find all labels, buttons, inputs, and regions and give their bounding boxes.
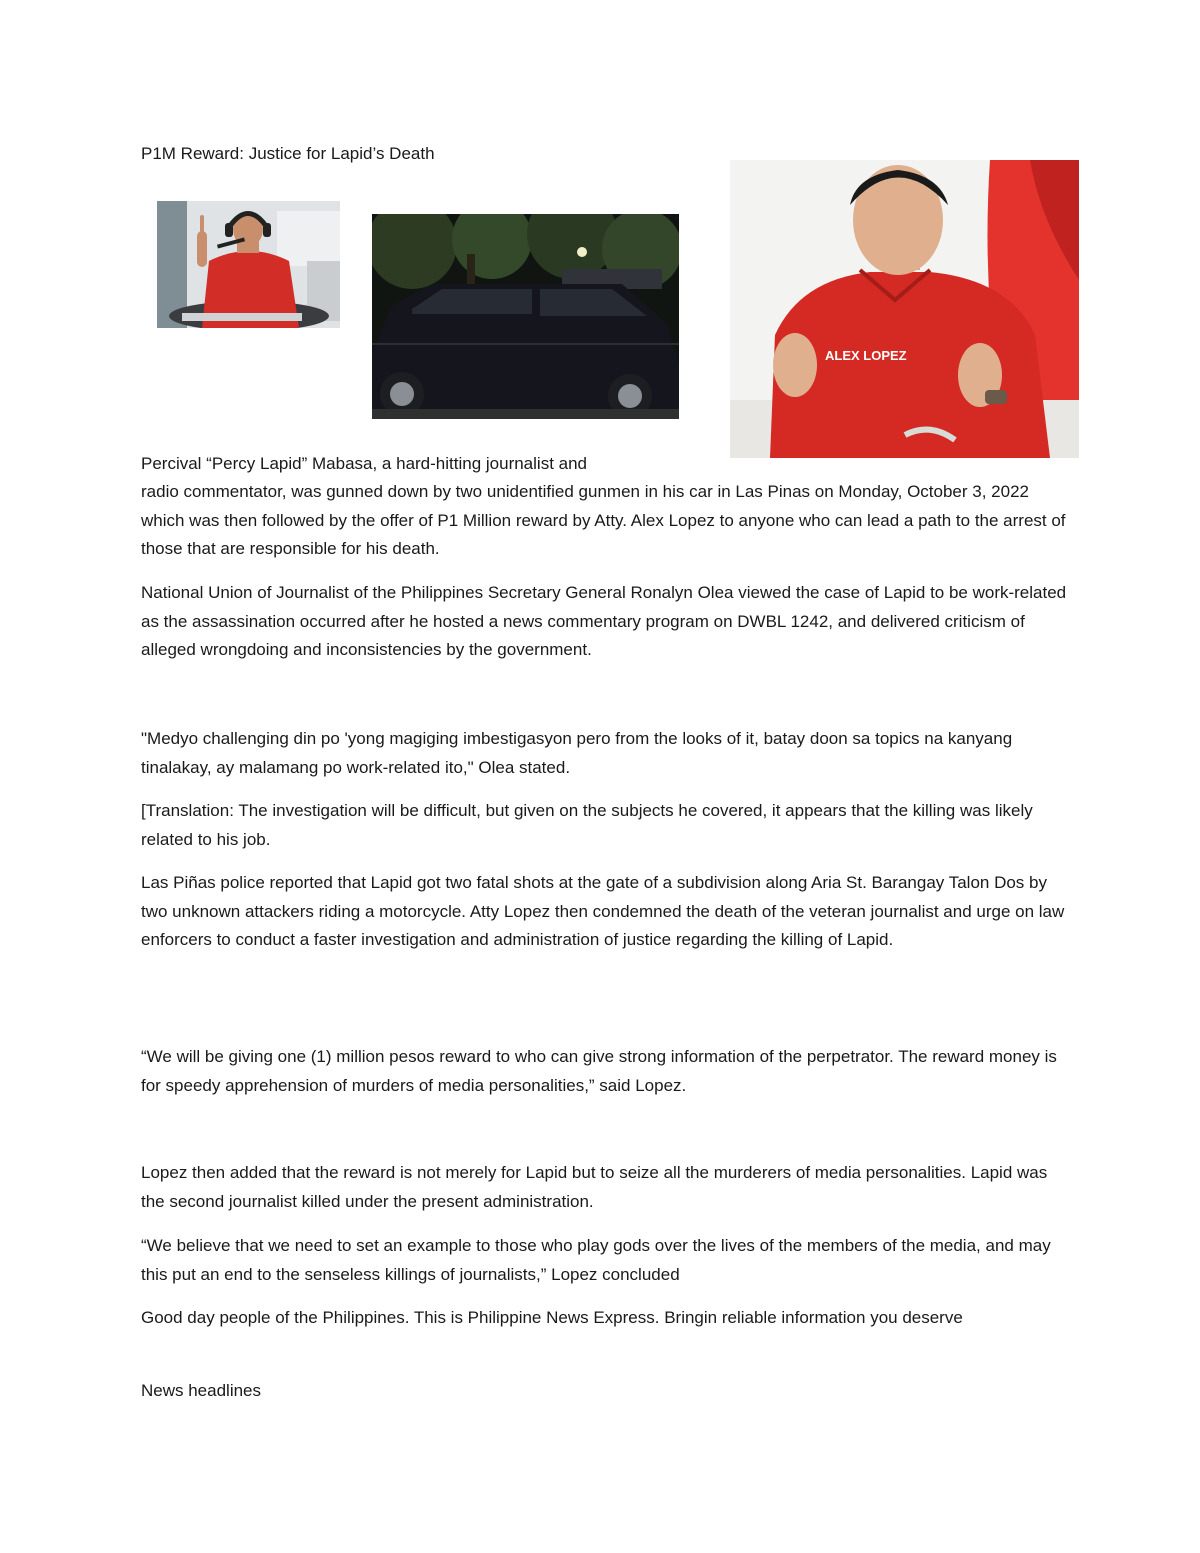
article-quote: “We will be giving one (1) million pesos reward to who can give strong information of the perpetrator. The reward money is for speedy apprehension of murders of media personalities,” said Lopez. bbox=[141, 1047, 1057, 1095]
article-translation: [Translation: The investigation will be difficult, but given on the subjects he covered, it appears that the killing was likely related to his job. bbox=[141, 801, 1033, 849]
shirt-logo-text: ALEX LOPEZ bbox=[825, 348, 907, 363]
article-title: P1M Reward: Justice for Lapid’s Death bbox=[141, 144, 435, 163]
article-paragraph: News headlines bbox=[141, 1381, 262, 1400]
article-paragraph: Lopez then added that the reward is not merely for Lapid but to seize all the murderers of media personalities. Lapid was the second journalist killed under the present administration. bbox=[141, 1163, 1048, 1211]
article-paragraph: Percival “Percy Lapid” Mabasa, a hard-hitting journalist and bbox=[141, 454, 588, 473]
article-paragraph: radio commentator, was gunned down by two unidentified gunmen in his car in Las Pinas on Monday, October 3, 2022 which was then followed by the offer of P1 Million reward by Atty. Alex Lopez to anyone who can lead a path to the arrest of those that are responsible for his death. bbox=[141, 482, 1066, 558]
photo-commentator-microphone bbox=[157, 201, 340, 328]
article-quote: “We believe that we need to set an example to those who play gods over the lives of the members of the media, and may this put an end to the senseless killings of journalists,” Lopez concluded bbox=[141, 1236, 1051, 1284]
article-quote: "Medyo challenging din po 'yong magiging imbestigasyon pero from the looks of it, batay doon sa topics na kanyang tinalakay, ay malamang po work-related ito," Olea stated. bbox=[141, 729, 1013, 777]
photo-car-night bbox=[372, 214, 679, 419]
article-paragraph: Good day people of the Philippines. This is Philippine News Express. Bringin reliable information you deserve bbox=[141, 1308, 963, 1327]
article-paragraph: Las Piñas police reported that Lapid got two fatal shots at the gate of a subdivision along Aria St. Barangay Talon Dos by two unknown attackers riding a motorcycle. Atty Lopez then condemned the death of the veteran journalist and urge on law enforcers to conduct a faster investigation and administration of justice regarding the killing of Lapid. bbox=[141, 873, 1065, 949]
photo-alex-lopez bbox=[730, 160, 1079, 458]
article-paragraph: National Union of Journalist of the Philippines Secretary General Ronalyn Olea viewed the case of Lapid to be work-related as the assassination occurred after he hosted a news commentary program on DWBL 1242, and delivered criticism of alleged wrongdoing and inconsistencies by the government. bbox=[141, 583, 1067, 659]
